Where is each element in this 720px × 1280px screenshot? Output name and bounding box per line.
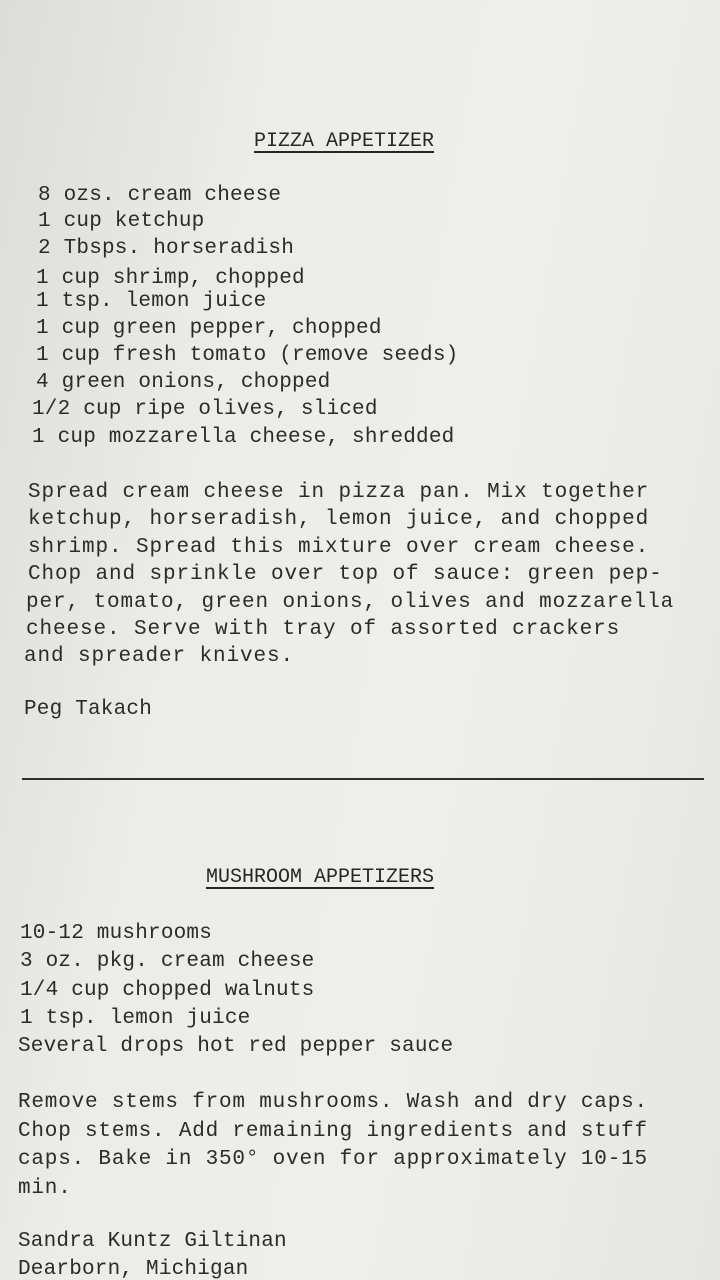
ingredient-line: Several drops hot red pepper sauce [18, 1035, 454, 1058]
recipe-title: PIZZA APPETIZER [254, 130, 435, 153]
ingredient-line: 8 ozs. cream cheese [38, 184, 282, 207]
directions-line: Chop stems. Add remaining ingredients and stuff [18, 1120, 648, 1143]
ingredient-line: 10-12 mushrooms [20, 922, 213, 945]
directions-line: per, tomato, green onions, olives and mozzarella [26, 591, 675, 614]
ingredient-line: 1 cup ketchup [38, 210, 205, 233]
ingredient-line: 1 cup shrimp, chopped [36, 267, 305, 290]
directions-line: Chop and sprinkle over top of sauce: green pep- [28, 563, 663, 586]
directions-line: caps. Bake in 350° oven for approximately 10-15 [18, 1148, 648, 1171]
directions-line: and spreader knives. [24, 645, 295, 668]
directions-line: ketchup, horseradish, lemon juice, and chopped [28, 508, 650, 531]
directions-line: shrimp. Spread this mixture over cream cheese. [28, 536, 650, 559]
directions-line: cheese. Serve with tray of assorted crackers [26, 618, 621, 641]
directions-line: Spread cream cheese in pizza pan. Mix together [28, 481, 650, 504]
ingredient-line: 1 cup mozzarella cheese, shredded [32, 426, 455, 449]
ingredient-line: 1 tsp. lemon juice [36, 290, 267, 313]
directions-line: Remove stems from mushrooms. Wash and dry caps. [18, 1091, 648, 1114]
ingredient-line: 1 cup green pepper, chopped [36, 317, 382, 340]
ingredient-line: 1/2 cup ripe olives, sliced [32, 398, 378, 421]
ingredient-line: 1/4 cup chopped walnuts [20, 979, 315, 1002]
section-divider [22, 778, 704, 780]
ingredient-line: 3 oz. pkg. cream cheese [20, 950, 315, 973]
author-location: Dearborn, Michigan [18, 1258, 249, 1280]
ingredient-line: 1 tsp. lemon juice [20, 1007, 251, 1030]
ingredient-line: 4 green onions, chopped [36, 371, 331, 394]
recipe-title: MUSHROOM APPETIZERS [206, 866, 435, 889]
recipe-author: Peg Takach [24, 698, 153, 721]
ingredient-line: 2 Tbsps. horseradish [38, 237, 295, 260]
ingredient-line: 1 cup fresh tomato (remove seeds) [36, 344, 459, 367]
directions-line: min. [18, 1177, 72, 1200]
recipe-author: Sandra Kuntz Giltinan [18, 1230, 287, 1253]
